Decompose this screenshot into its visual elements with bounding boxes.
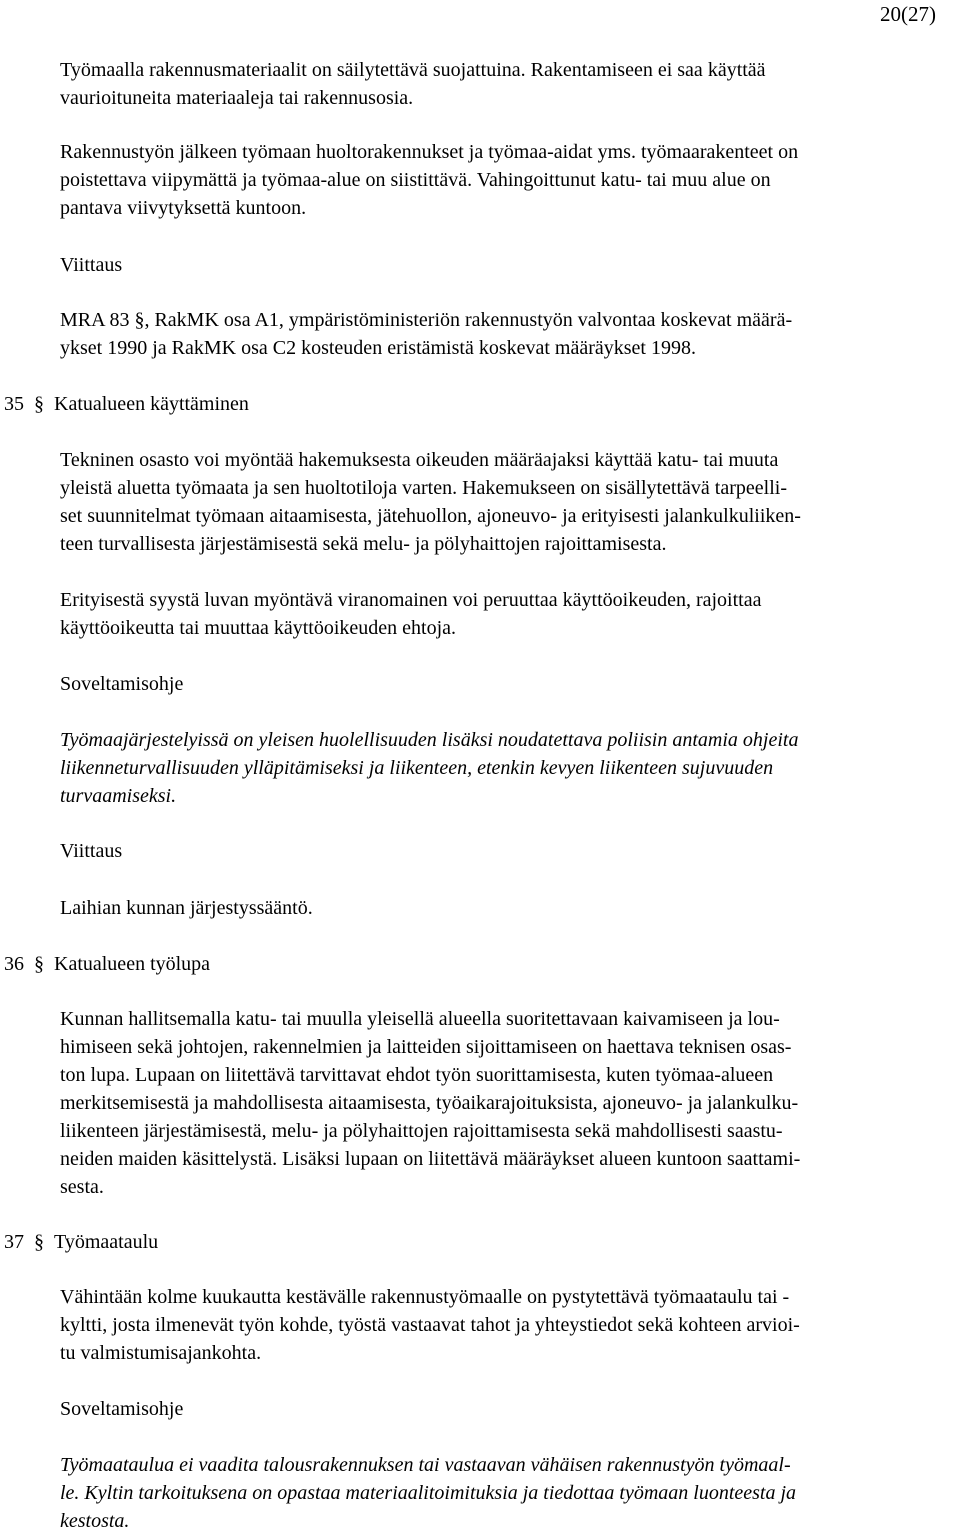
text-line: Laihian kunnan järjestyssääntö. bbox=[60, 897, 313, 919]
page-number: 20(27) bbox=[880, 2, 936, 26]
paragraph-reference-mra bbox=[60, 306, 940, 362]
text-line: merkitsemisestä ja mahdollisesta aitaamisesta, työaikarajoituksista, ajoneuvo- ja jalankulku- bbox=[60, 1092, 799, 1114]
reference-heading: Viittaus bbox=[60, 254, 123, 276]
paragraph-revocation bbox=[60, 586, 940, 642]
text-line: turvaamiseksi. bbox=[60, 785, 177, 807]
application-guidance-heading: Soveltamisohje bbox=[60, 673, 184, 695]
reference-heading: Viittaus bbox=[60, 840, 123, 862]
text-line: poistettava viipymättä ja työmaa-alue on siistittävä. Vahingoittunut katu- tai muu alue on bbox=[60, 169, 771, 191]
paragraph-guidance-board bbox=[60, 1451, 940, 1535]
text-line: Rakennustyön jälkeen työmaan huoltorakennukset ja työmaa-aidat yms. työmaarakenteet on bbox=[60, 141, 799, 163]
text-line: neiden maiden käsittelystä. Lisäksi lupaan on liitettävä määräykset alueen kuntoon saattami- bbox=[60, 1148, 801, 1170]
text-line: Kunnan hallitsemalla katu- tai muulla yleisellä alueella suoritettavaan kaivamiseen ja lou- bbox=[60, 1008, 780, 1030]
text-line: le. Kyltin tarkoituksena on opastaa materiaalitoimituksia ja tiedottaa työmaan luonteesta ja bbox=[60, 1482, 797, 1504]
text-line: kyltti, josta ilmenevät työn kohde, työstä vastaavat tahot ja yhteystiedot sekä kohteen arvioi- bbox=[60, 1314, 800, 1336]
text-line: teen turvallisesta järjestämisestä sekä melu- ja pölyhaittojen rajoittamisesta. bbox=[60, 533, 667, 555]
section-symbol: § bbox=[34, 953, 44, 975]
section-heading-35 bbox=[4, 390, 249, 418]
text-line: himiseen sekä johtojen, rakennelmien ja laitteiden sijoittamiseen on haettava teknisen osas- bbox=[60, 1036, 792, 1058]
application-guidance-heading: Soveltamisohje bbox=[60, 1398, 184, 1420]
text-line: käyttöoikeutta tai muuttaa käyttöoikeuden ehtoja. bbox=[60, 617, 456, 639]
section-title: Työmaataulu bbox=[54, 1231, 159, 1253]
text-line: sesta. bbox=[60, 1176, 104, 1198]
text-line: Vähintään kolme kuukautta kestävälle rakennustyömaalle on pystytettävä työmaataulu tai - bbox=[60, 1286, 790, 1308]
section-number: 35 bbox=[4, 393, 24, 415]
text-line: ykset 1990 ja RakMK osa C2 kosteuden eristämistä koskevat määräykset 1998. bbox=[60, 337, 696, 359]
paragraph-work-permit bbox=[60, 1005, 940, 1201]
section-heading-36 bbox=[4, 950, 210, 978]
paragraph-cleanup bbox=[60, 138, 940, 222]
section-symbol: § bbox=[34, 1231, 44, 1253]
paragraph-reference-rules bbox=[60, 894, 940, 922]
text-line: kestosta. bbox=[60, 1510, 130, 1532]
text-line: Työmaalla rakennusmateriaalit on säilytettävä suojattuina. Rakentamiseen ei saa käyttää bbox=[60, 59, 766, 81]
text-line: ton lupa. Lupaan on liitettävä tarvittavat ehdot työn suorittamisesta, kuten työmaa-alueen bbox=[60, 1064, 774, 1086]
text-line: Erityisestä syystä luvan myöntävä viranomainen voi peruuttaa käyttöoikeuden, rajoittaa bbox=[60, 589, 762, 611]
section-heading-37 bbox=[4, 1228, 158, 1256]
text-line: set suunnitelmat työmaan aitaamisesta, jätehuollon, ajoneuvo- ja erityisesti jalankulkuliiken- bbox=[60, 505, 801, 527]
text-line: liikenteen järjestämisestä, melu- ja pölyhaittojen rajoittamisesta sekä mahdollisesti saastu- bbox=[60, 1120, 783, 1142]
section-title: Katualueen työlupa bbox=[54, 953, 211, 975]
text-line: yleistä aluetta työmaata ja sen huoltotiloja varten. Hakemukseen on sisällytettävä tarpeelli- bbox=[60, 477, 787, 499]
section-symbol: § bbox=[34, 393, 44, 415]
paragraph-guidance-traffic bbox=[60, 726, 940, 810]
text-line: MRA 83 §, RakMK osa A1, ympäristöministeriön rakennustyön valvontaa koskevat määrä- bbox=[60, 309, 793, 331]
text-line: pantava viivytyksettä kuntoon. bbox=[60, 197, 307, 219]
section-number: 36 bbox=[4, 953, 24, 975]
paragraph-materials bbox=[60, 56, 940, 112]
paragraph-street-use bbox=[60, 446, 940, 558]
text-line: Työmaataulua ei vaadita talousrakennuksen tai vastaavan vähäisen rakennustyön työmaal- bbox=[60, 1454, 791, 1476]
paragraph-site-board bbox=[60, 1283, 940, 1367]
text-line: liikenneturvallisuuden ylläpitämiseksi ja liikenteen, etenkin kevyen liikenteen sujuvuuden bbox=[60, 757, 774, 779]
text-line: tu valmistumisajankohta. bbox=[60, 1342, 262, 1364]
text-line: vaurioituneita materiaaleja tai rakennusosia. bbox=[60, 87, 414, 109]
section-title: Katualueen käyttäminen bbox=[54, 393, 249, 415]
text-line: Tekninen osasto voi myöntää hakemuksesta oikeuden määräajaksi käyttää katu- tai muuta bbox=[60, 449, 779, 471]
section-number: 37 bbox=[4, 1231, 24, 1253]
text-line: Työmaajärjestelyissä on yleisen huolellisuuden lisäksi noudatettava poliisin antamia ohjeita bbox=[60, 729, 799, 751]
